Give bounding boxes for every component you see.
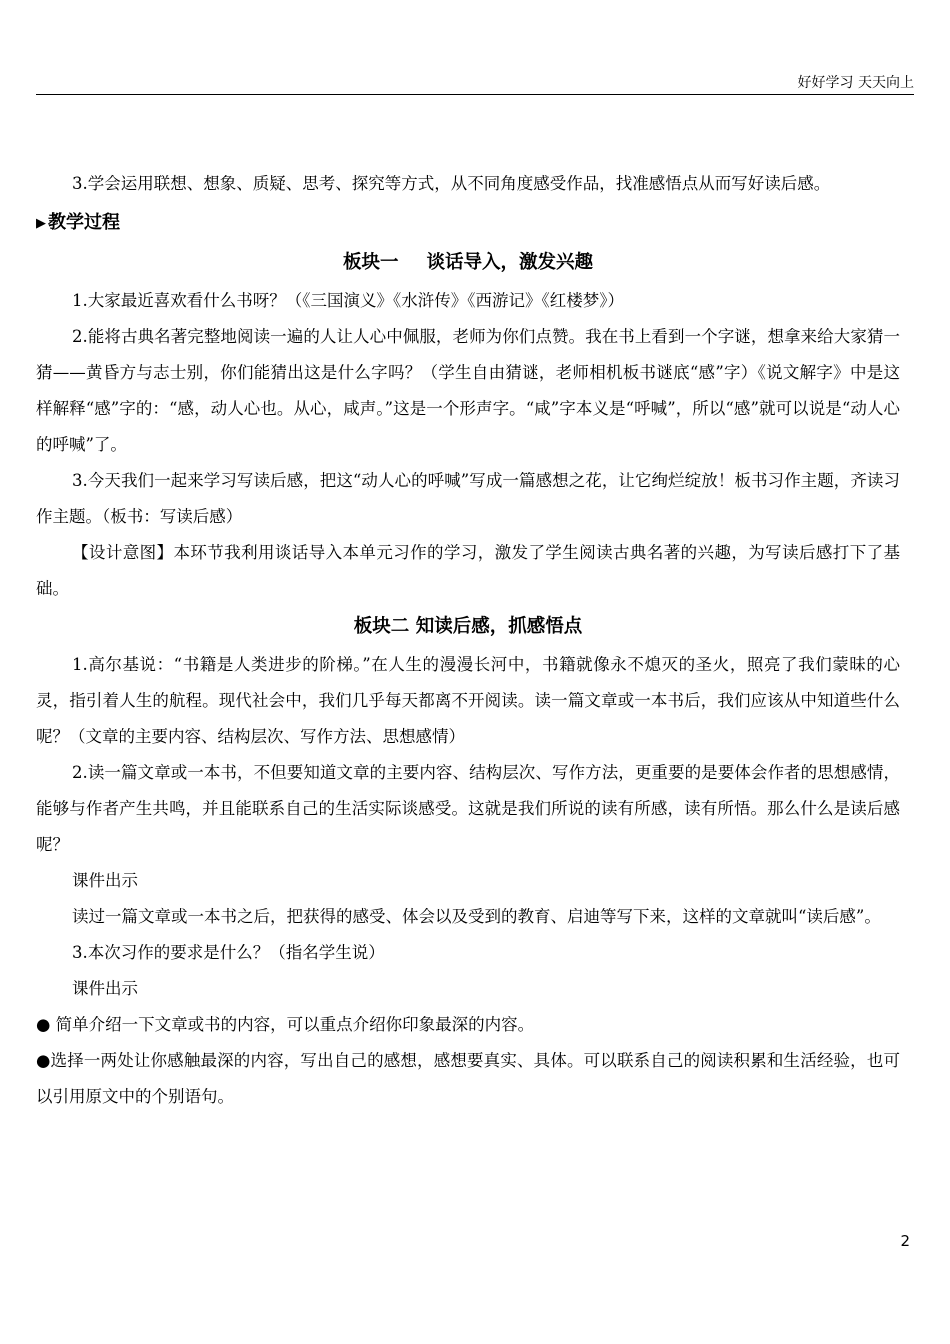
block1-title-part2: 谈话导入，激发兴趣: [426, 251, 594, 273]
block2-paragraph-3: 3.本次习作的要求是什么？（指名学生说）: [72, 942, 385, 962]
section-title: 教学过程: [48, 211, 120, 233]
block1-title: [36, 243, 900, 283]
header-text: 好好学习 天天向上: [797, 75, 914, 91]
section-heading: [36, 203, 900, 243]
header-rule: [36, 94, 914, 95]
intro-item-3: 3.学会运用联想、想象、质疑、思考、探究等方式，从不同角度感受作品，找准感悟点从而写好读后感。: [72, 174, 831, 193]
courseware-label-2: 课件出示: [72, 978, 138, 998]
block2-paragraph-1: 1.高尔基说：“书籍是人类进步的阶梯。”在人生的漫漫长河中，书籍就像永不熄灭的圣火，照亮了我们蒙昧的心灵，指引着人生的航程。现代社会中，我们几乎每天都离不开阅读。读一篇文章或一本书后，我们应该从中知道些什么呢？（文章的主要内容、结构层次、写作方法、思想感情）: [36, 654, 900, 746]
block1-paragraph-2: 2.能将古典名著完整地阅读一遍的人让人心中佩服，老师为你们点赞。我在书上看到一个字谜，想拿来给大家猜一猜——黄昏方与志士别，你们能猜出这是什么字吗？（学生自由猜谜，老师相机板书谜底“感”字）《说文解字》中是这样解释“感”字的：“感，动人心也。从心，咸声。”这是一个形声字。“咸”字本义是“呼喊”，所以“感”就可以说是“动人心的呼喊”了。: [36, 326, 900, 454]
block1-title-part1: 板块一: [342, 251, 399, 273]
block2-title: 板块二 知读后感，抓感悟点: [353, 615, 583, 637]
block1-paragraph-1: 1.大家最近喜欢看什么书呀？（《三国演义》《水浒传》《西游记》《红楼梦》）: [72, 290, 624, 310]
reading-response-definition: 读过一篇文章或一本书之后，把获得的感受、体会以及受到的教育、启迪等写下来，这样的文章就叫“读后感”。: [72, 906, 881, 926]
courseware-label-1: 课件出示: [72, 870, 138, 890]
triangle-marker-icon: ▶: [36, 215, 46, 231]
requirement-bullet-2: ●选择一两处让你感触最深的内容，写出自己的感想，感想要真实、具体。可以联系自己的阅读积累和生活经验，也可以引用原文中的个别语句。: [36, 1050, 900, 1106]
block2-paragraph-2: 2.读一篇文章或一本书，不但要知道文章的主要内容、结构层次、写作方法，更重要的是要体会作者的思想感情，能够与作者产生共鸣，并且能联系自己的生活实际谈感受。这就是我们所说的读有所感，读有所悟。那么什么是读后感呢？: [36, 762, 900, 854]
page-number: 2: [900, 1232, 910, 1250]
requirement-bullet-1: ● 简单介绍一下文章或书的内容，可以重点介绍你印象最深的内容。: [36, 1014, 535, 1034]
block1-design-intent: 【设计意图】本环节我利用谈话导入本单元习作的学习，激发了学生阅读古典名著的兴趣，为写读后感打下了基础。: [36, 542, 900, 598]
block1-paragraph-3: 3.今天我们一起来学习写读后感，把这“动人心的呼喊”写成一篇感想之花，让它绚烂绽放！板书习作主题，齐读习作主题。（板书：写读后感）: [36, 470, 900, 526]
document-body: [36, 166, 900, 1115]
